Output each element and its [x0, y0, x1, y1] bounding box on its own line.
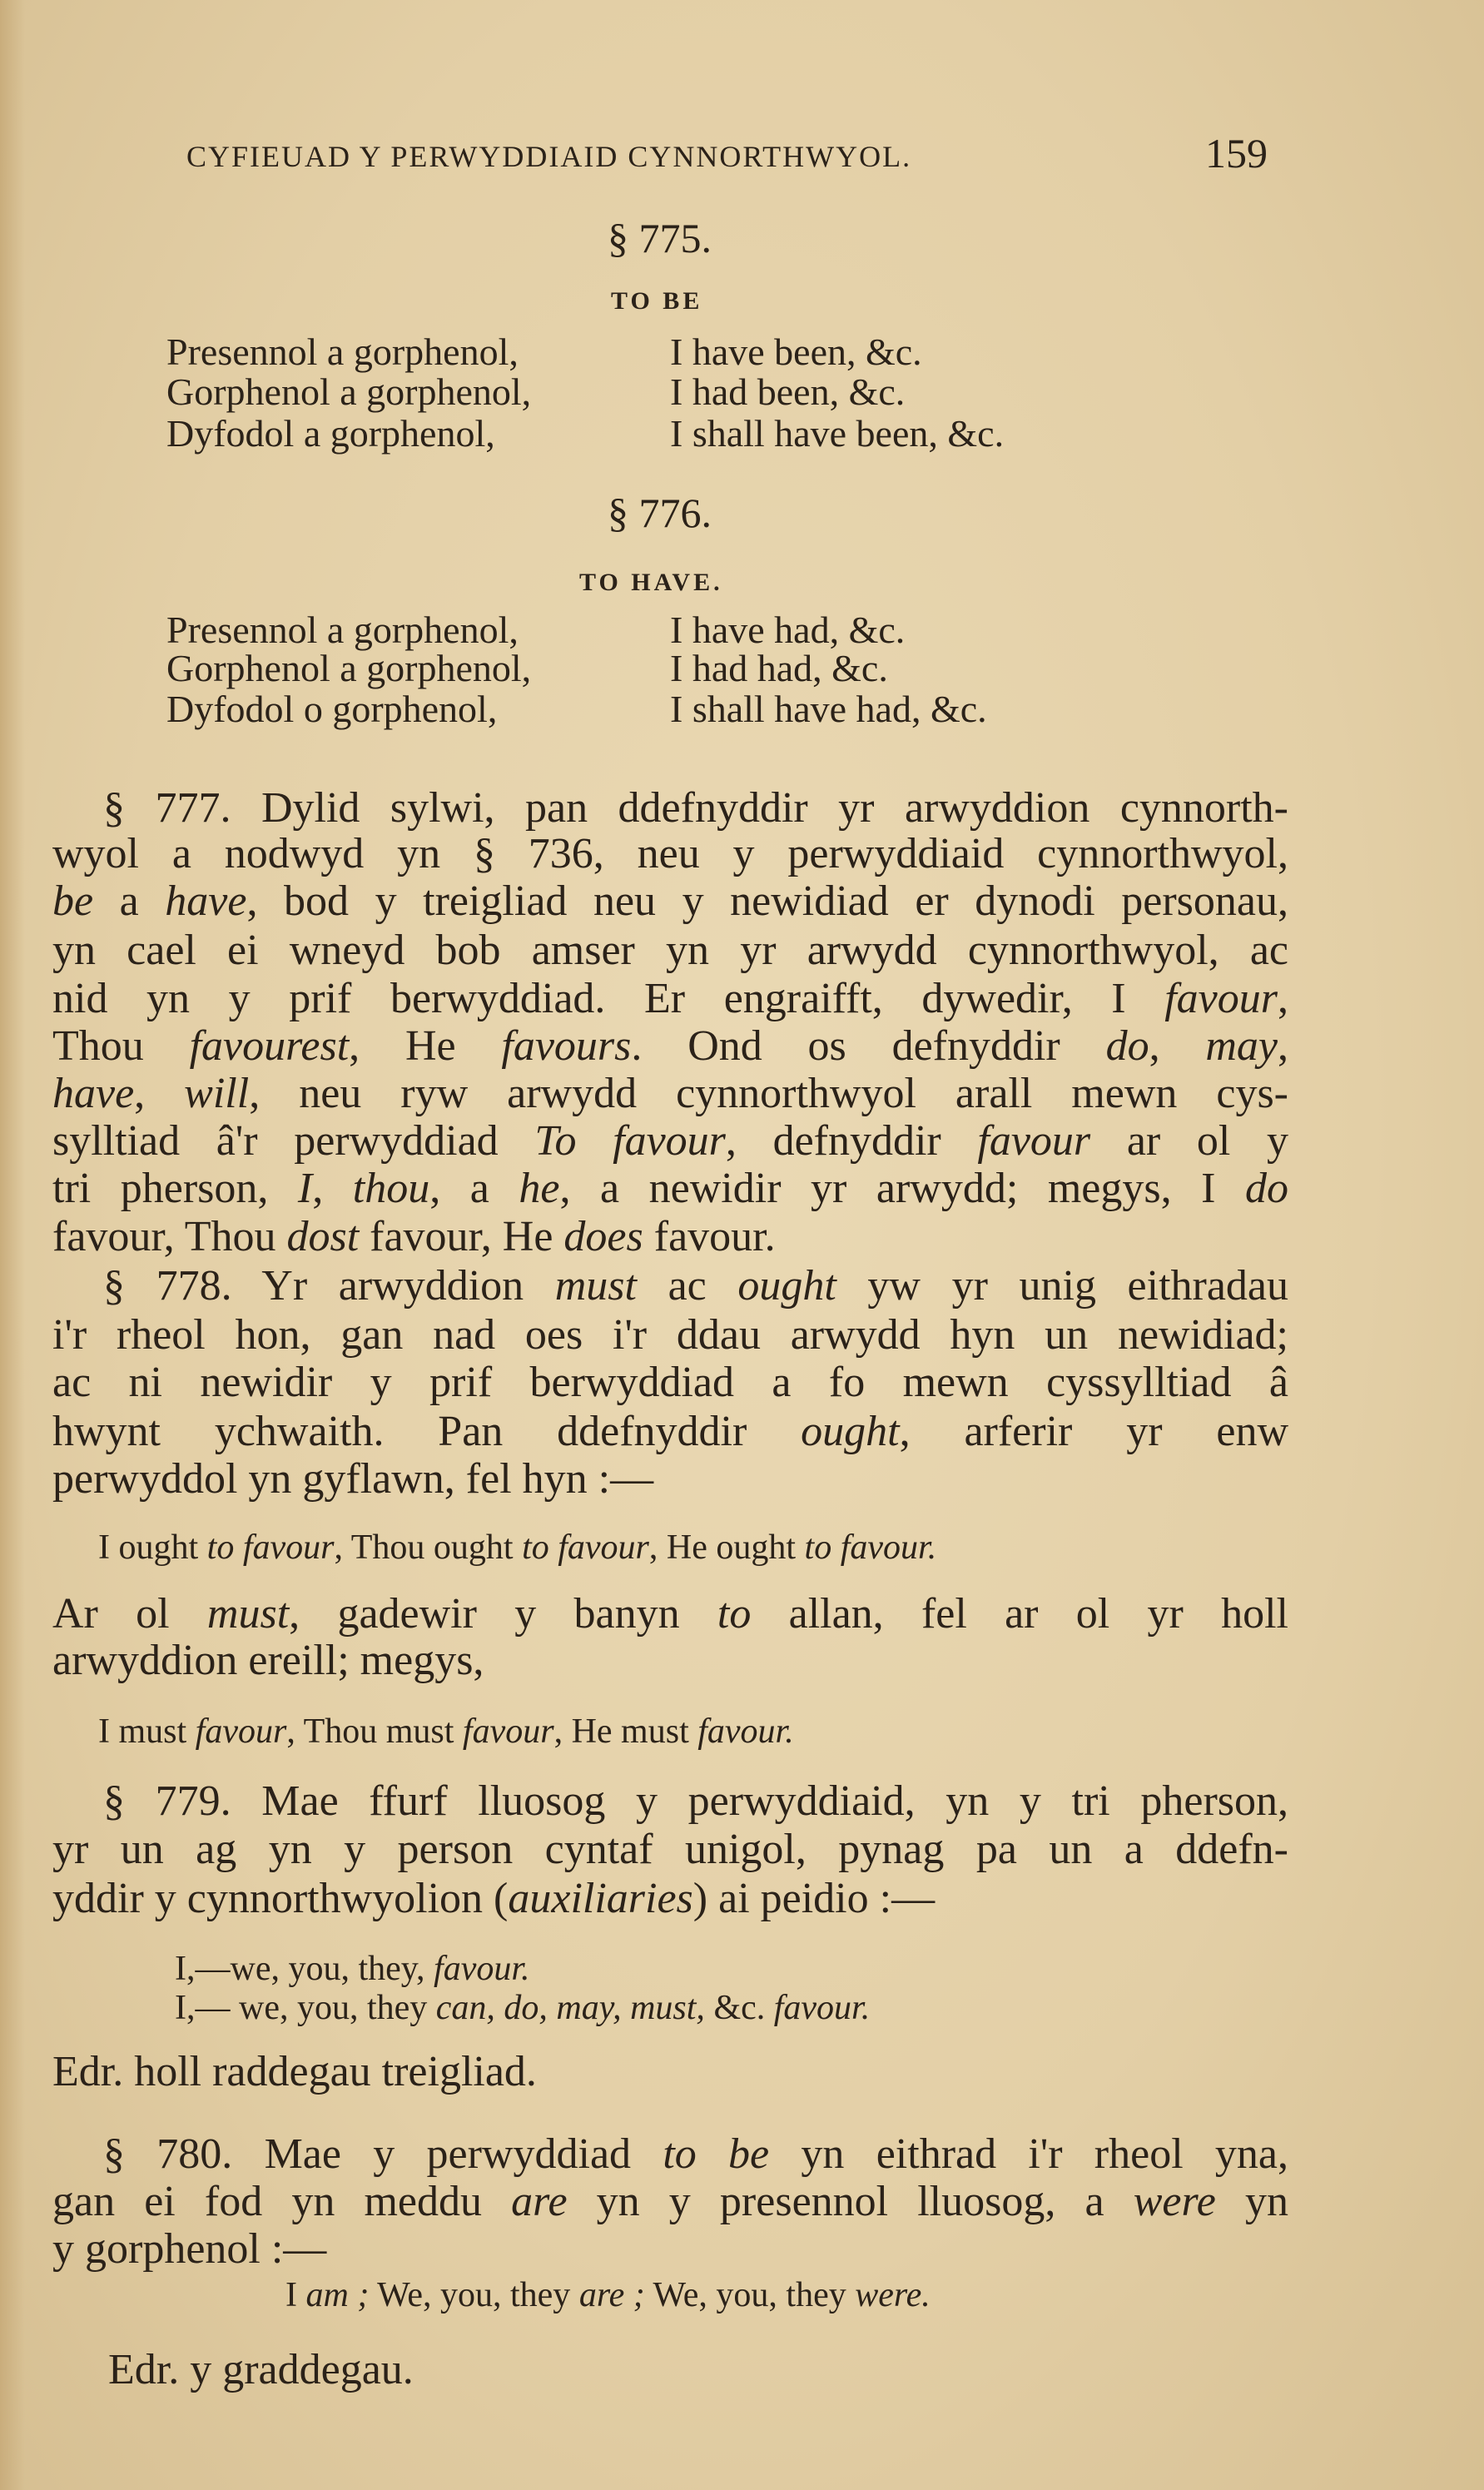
section-776-heading: § 776.: [608, 490, 712, 536]
text-run: wyol a nodwyd yn § 736, neu y perwyddiaid cynnorthwyol,: [52, 830, 1288, 877]
text-line: [52, 1070, 1288, 1118]
text-line: [52, 975, 1288, 1023]
text-line: [52, 1875, 935, 1923]
text-run: I must: [98, 1712, 196, 1751]
italic-term: thou: [352, 1165, 430, 1212]
text-line: [52, 1455, 653, 1503]
text-run: yn: [1215, 2178, 1288, 2225]
italic-term: be: [52, 877, 94, 925]
text-line: [52, 2178, 1288, 2226]
italic-term: will: [184, 1070, 250, 1117]
italic-term: can, do, may, must,: [435, 1989, 705, 2027]
text-run: favour, He: [359, 1213, 564, 1260]
italic-term: to favour: [206, 1528, 335, 1567]
text-run: Thou: [52, 1022, 190, 1070]
text-line: [52, 830, 1288, 878]
text-run: , gadewir y banyn: [289, 1590, 717, 1638]
italic-term: are ;: [578, 2276, 645, 2314]
text-run: ,: [312, 1165, 353, 1212]
text-run: , He must: [553, 1712, 698, 1751]
text-line: [52, 877, 1288, 926]
text-run: ,: [1278, 1022, 1288, 1070]
text-run: yddir y cynnorthwyolion (: [52, 1875, 509, 1922]
text-run: y gorphenol :—: [52, 2225, 327, 2273]
text-run: , defnyddir: [725, 1117, 978, 1165]
text-run: , a newidir yr arwydd; megys, I: [559, 1165, 1246, 1212]
text-line: [52, 1590, 1288, 1638]
text-run: I ought: [98, 1528, 207, 1567]
italic-term: favours: [501, 1022, 632, 1070]
text-line: [103, 1777, 1288, 1826]
text-run: yw yr unig eithradau: [836, 1262, 1288, 1310]
italic-term: dost: [286, 1213, 360, 1260]
text-line: [52, 1022, 1288, 1071]
italic-term: do: [1245, 1165, 1288, 1212]
tense-name: Dyfodol o gorphenol,: [166, 688, 498, 730]
text-run: § 777. Dylid sylwi, pan ddefnyddir yr arwyddion cynnorth-: [103, 784, 1288, 832]
italic-term: to favour.: [804, 1528, 937, 1567]
section-775-heading: § 775.: [608, 215, 712, 261]
text-run: We, you, they: [369, 2276, 579, 2314]
text-run: ac: [637, 1262, 738, 1310]
example-line: [175, 1984, 870, 2032]
text-line: [52, 1117, 1288, 1165]
page-edge-shadow: [0, 0, 25, 2490]
text-run: I,— we, you, they: [175, 1989, 436, 2027]
italic-term: ought: [801, 1408, 900, 1455]
text-run: . Ond os defnyddir: [631, 1022, 1106, 1070]
page-number: 159: [1205, 130, 1268, 176]
text-run: § 779. Mae ffurf lluosog y perwyddiaid, yn y tri pherson,: [103, 1777, 1288, 1825]
italic-term: favour: [977, 1117, 1091, 1165]
text-run: hwynt ychwaith. Pan ddefnyddir: [52, 1408, 802, 1455]
text-run: perwyddol yn gyflawn, fel hyn :—: [52, 1455, 654, 1503]
text-line: [52, 1165, 1288, 1213]
text-line: [103, 2130, 1288, 2179]
text-run: a: [93, 877, 166, 925]
text-run: yn cael ei wneyd bob amser yn yr arwydd cynnorthwyol, ac: [52, 927, 1288, 974]
text-run: , Thou ought: [334, 1528, 523, 1567]
tense-name: Presennol a gorphenol,: [166, 609, 519, 651]
text-line: [103, 784, 1288, 832]
italic-term: To favour: [534, 1117, 726, 1165]
text-run: , He ought: [648, 1528, 805, 1567]
example-line: [98, 1707, 794, 1756]
tense-translation: I had had, &c.: [670, 647, 888, 689]
text-run: ,: [1149, 1022, 1206, 1070]
text-run: ) ai peidio :—: [692, 1875, 936, 1922]
italic-term: to favour: [522, 1528, 649, 1567]
italic-term: auxiliaries: [508, 1875, 693, 1922]
text-run: Ar ol: [52, 1590, 207, 1638]
tense-translation: I shall have had, &c.: [670, 688, 987, 730]
italic-term: to: [717, 1590, 752, 1638]
example-line: [98, 1523, 936, 1572]
italic-term: are: [511, 2178, 568, 2225]
italic-term: favour.: [434, 1950, 530, 1988]
tense-name: Gorphenol a gorphenol,: [166, 647, 532, 689]
text-run: Edr. y graddegau.: [108, 2346, 414, 2393]
text-line: [52, 927, 1288, 975]
text-run: sylltiad â'r perwyddiad: [52, 1117, 535, 1165]
text-run: § 778. Yr arwyddion: [103, 1262, 555, 1310]
text-line: [103, 1262, 1288, 1310]
text-run: , neu ryw arwydd cynnorthwyol arall mewn cys-: [249, 1070, 1288, 1117]
text-run: nid yn y prif berwyddiad. Er engraifft, dywedir, I: [52, 975, 1165, 1022]
italic-term: favour: [1164, 975, 1278, 1022]
tense-name: Presennol a gorphenol,: [166, 331, 519, 373]
text-run: ar ol y: [1090, 1117, 1288, 1165]
italic-term: must: [554, 1262, 637, 1310]
text-run: , a: [429, 1165, 519, 1212]
text-run: favour, Thou: [52, 1213, 287, 1260]
tense-name: Gorphenol a gorphenol,: [166, 370, 532, 413]
italic-term: favour: [195, 1712, 287, 1751]
text-line: [52, 1311, 1288, 1359]
tense-translation: I have had, &c.: [670, 609, 906, 651]
text-line: [108, 2346, 414, 2394]
italic-term: favour: [462, 1712, 554, 1751]
italic-term: I: [297, 1165, 313, 1212]
text-run: yn eithrad i'r rheol yna,: [769, 2130, 1288, 2178]
italic-term: do: [1105, 1022, 1149, 1070]
text-run: tri pherson,: [52, 1165, 298, 1212]
italic-term: he: [519, 1165, 560, 1212]
text-run: ,: [1278, 975, 1288, 1022]
section-776-subheading: TO HAVE.: [579, 569, 723, 596]
text-run: ,: [134, 1070, 185, 1117]
text-line: [52, 1213, 776, 1261]
italic-term: am ;: [305, 2276, 370, 2314]
tense-translation: I have been, &c.: [670, 331, 922, 373]
section-775-subheading: TO BE: [611, 287, 703, 315]
text-line: [52, 1359, 1288, 1407]
text-run: I: [285, 2276, 306, 2314]
example-line: [285, 2271, 931, 2319]
text-run: We, you, they: [644, 2276, 856, 2314]
text-line: [52, 1826, 1288, 1874]
text-line: [52, 2048, 537, 2096]
italic-term: must: [206, 1590, 290, 1638]
italic-term: to be: [663, 2130, 770, 2178]
text-run: Edr. holl raddegau treigliad.: [52, 2048, 537, 2095]
italic-term: does: [563, 1213, 643, 1260]
running-title: CYFIEUAD Y PERWYDDIAID CYNNORTHWYOL.: [186, 140, 912, 173]
italic-term: favourest: [189, 1022, 350, 1070]
tense-translation: I shall have been, &c.: [670, 412, 1005, 455]
text-run: favour.: [643, 1213, 776, 1260]
italic-term: favour.: [697, 1712, 794, 1751]
text-run: ac ni newidir y prif berwyddiad a fo mewn cyssylltiad â: [52, 1359, 1288, 1406]
text-run: allan, fel ar ol yr holl: [751, 1590, 1288, 1638]
italic-term: were: [1133, 2178, 1216, 2225]
italic-term: have: [165, 877, 247, 925]
text-line: [52, 2225, 326, 2274]
text-run: i'r rheol hon, gan nad oes i'r ddau arwydd hyn un newidiad;: [52, 1311, 1288, 1359]
text-run: arwyddion ereill; megys,: [52, 1637, 484, 1684]
text-run: § 780. Mae y perwyddiad: [103, 2130, 663, 2178]
italic-term: may: [1205, 1022, 1278, 1070]
text-run: , He: [349, 1022, 502, 1070]
italic-term: ought: [737, 1262, 836, 1310]
text-run: &c.: [704, 1989, 774, 2027]
text-line: [52, 1408, 1288, 1456]
text-run: , bod y treigliad neu y newidiad er dynodi personau,: [246, 877, 1288, 925]
text-run: , Thou must: [286, 1712, 463, 1751]
text-run: , arferir yr enw: [899, 1408, 1288, 1455]
text-run: yr un ag yn y person cyntaf unigol, pynag pa un a ddefn-: [52, 1826, 1288, 1873]
tense-translation: I had been, &c.: [670, 370, 906, 413]
tense-name: Dyfodol a gorphenol,: [166, 412, 495, 455]
text-line: [52, 1637, 484, 1685]
italic-term: were.: [855, 2276, 931, 2314]
text-run: gan ei fod yn meddu: [52, 2178, 512, 2225]
text-run: I,—we, you, they,: [175, 1950, 434, 1988]
italic-term: favour.: [773, 1989, 871, 2027]
text-run: yn y presennol lluosog, a: [567, 2178, 1134, 2225]
italic-term: have: [52, 1070, 135, 1117]
